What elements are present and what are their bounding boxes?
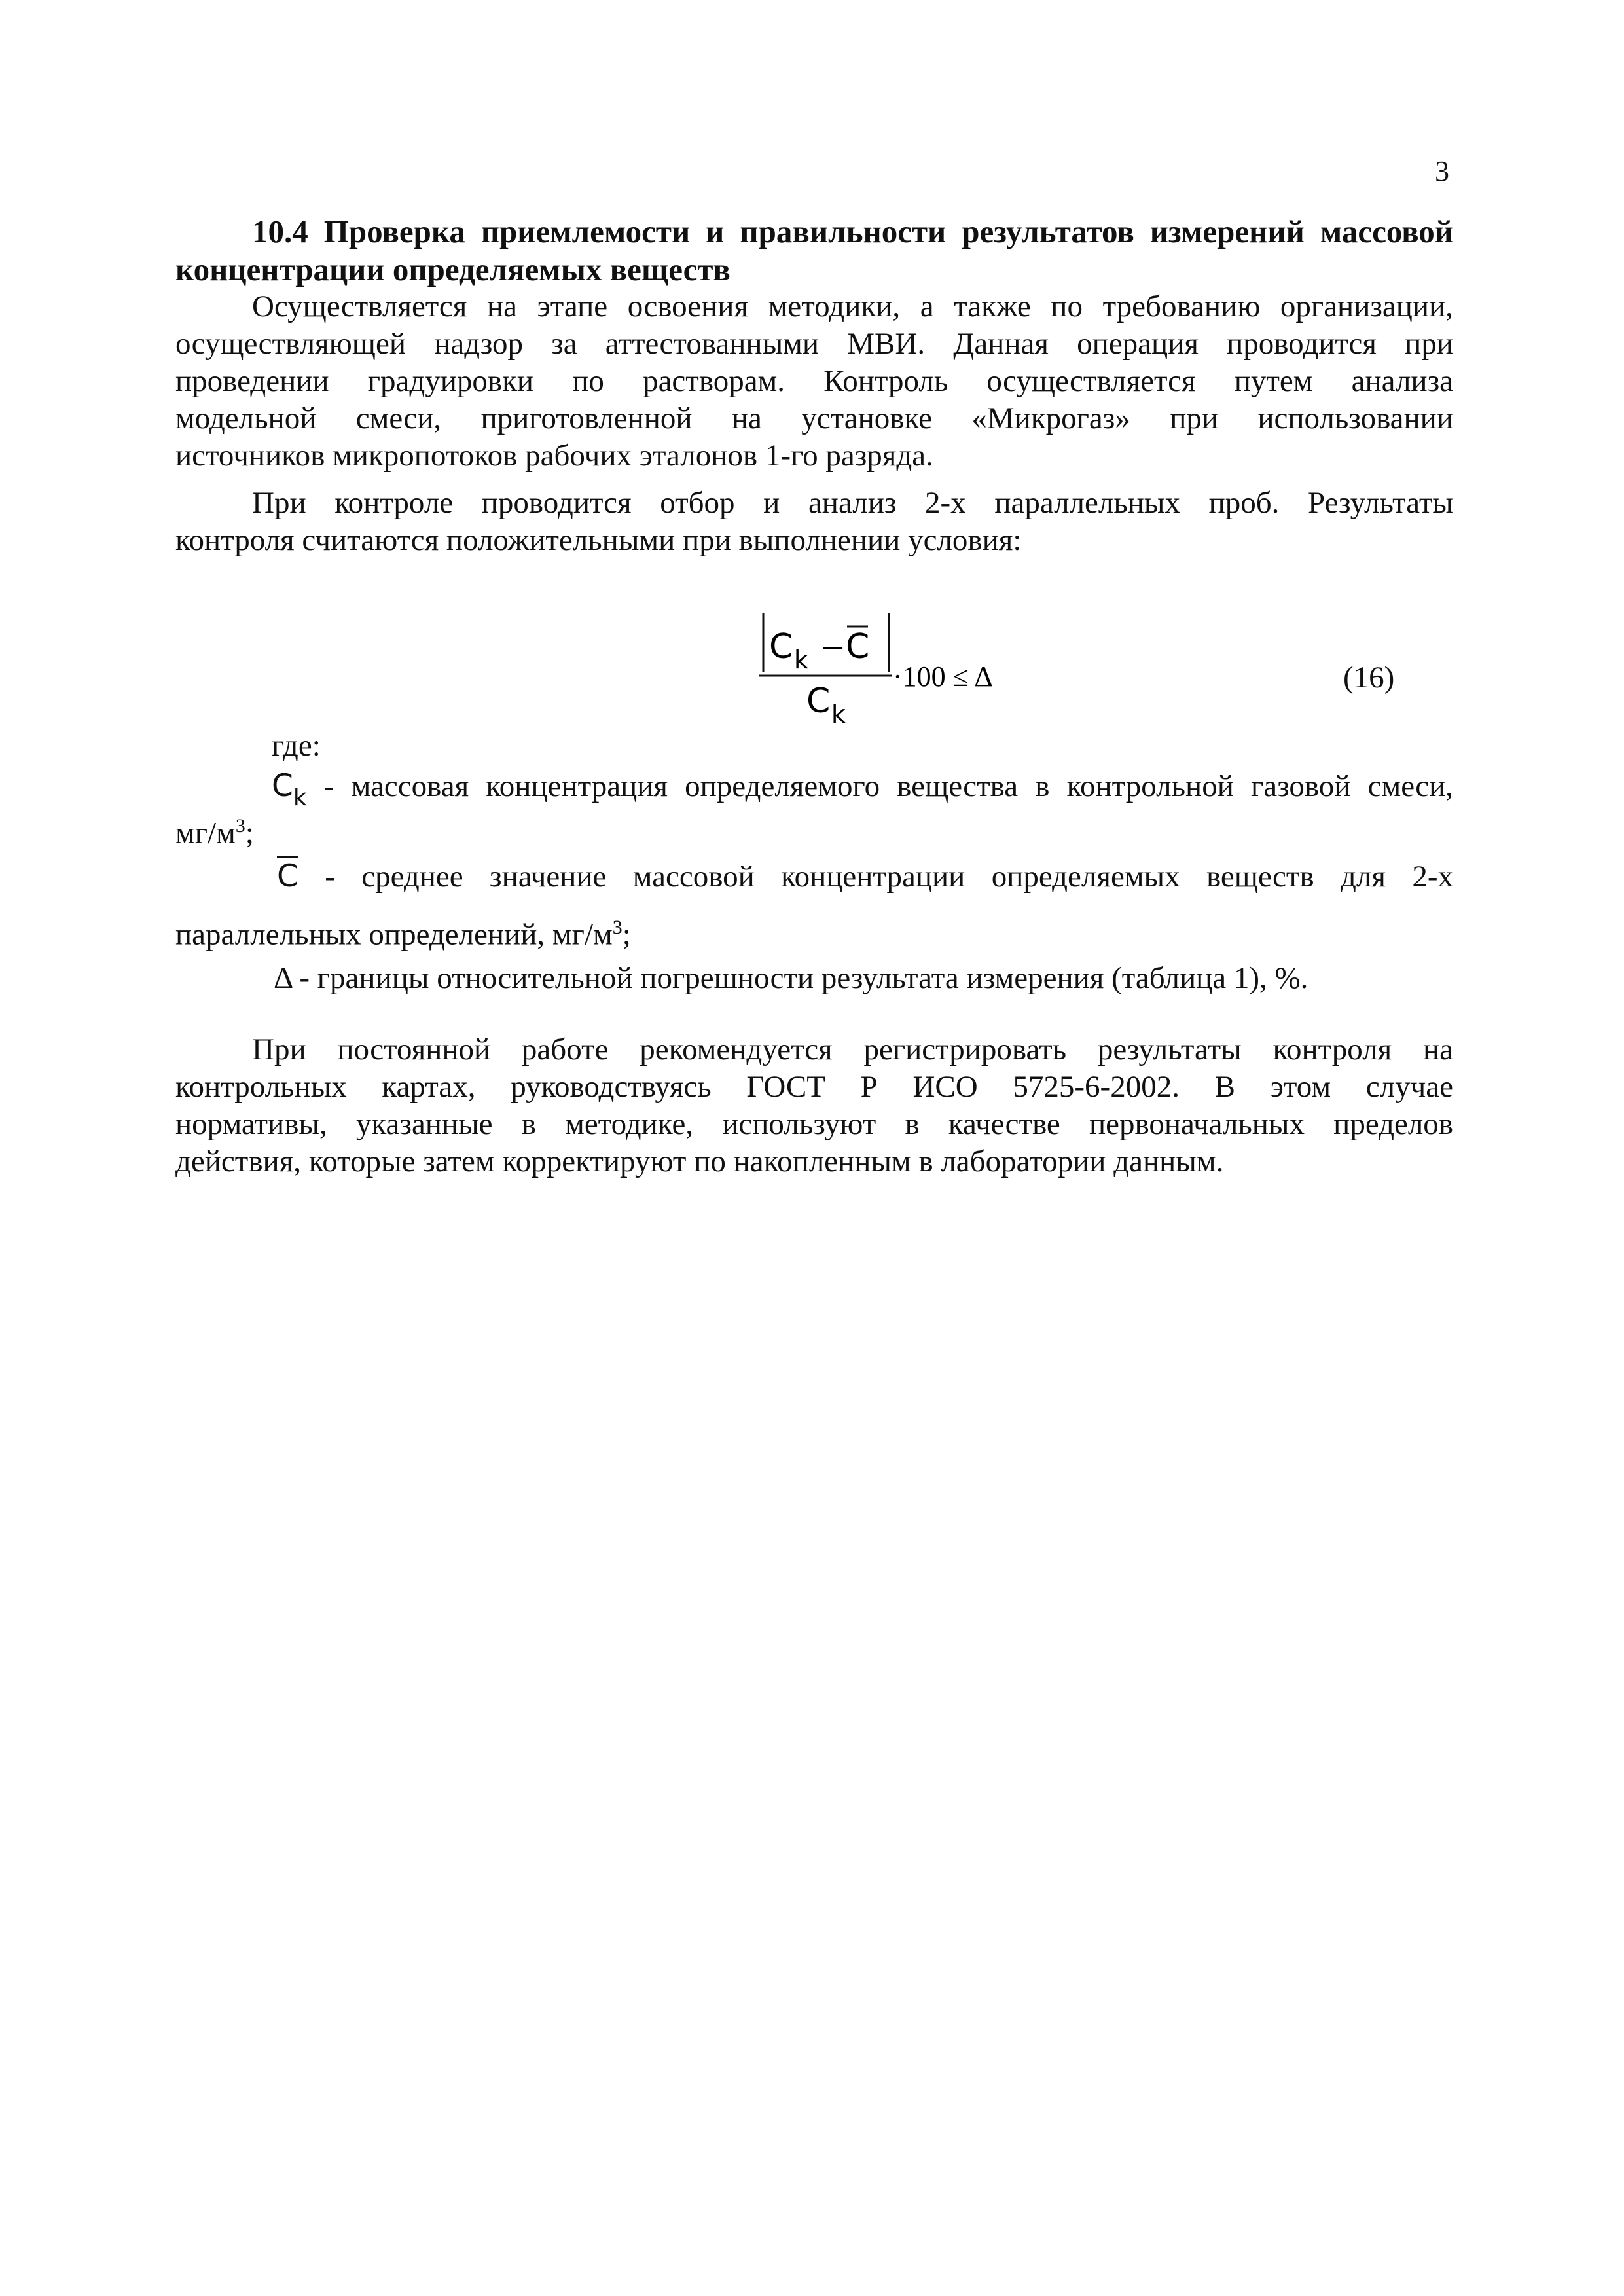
denominator-c: C [806,682,831,721]
equation-number: (16) [1343,661,1395,695]
where-label: где: [272,729,321,763]
section-heading [175,213,1453,289]
denominator-sub-k: k [831,700,846,729]
cbar-line-2: параллельных определений, мг/м [175,917,613,952]
definition-cbar [175,858,1453,896]
paragraph-3-line: нормативы, указанные в методике, используют в качестве первоначальных пределов [175,1107,1453,1141]
cbar-text: - среднее значение массовой концентрации определяемых веществ для 2-х [298,860,1453,894]
ck-symbol: C [272,768,293,804]
paragraph-1-line: осуществляющей надзор за аттестованными МВИ. Данная операция проводится при [175,327,1453,361]
paragraph-3-line: действия, которые затем корректируют по накопленным в лаборатории данным. [175,1144,1224,1178]
page-number: 3 [1435,155,1449,187]
paragraph-2 [175,484,1453,559]
definition-cbar-block [175,858,1453,954]
formula-16 [746,612,1021,730]
ck-unit-end: ; [245,816,254,850]
definition-ck-unit [175,807,1453,852]
definition-cbar-line-2 [175,909,1453,954]
paragraph-2-line: контроля считаются положительными при выполнении условия: [175,523,1022,557]
heading-line-1: 10.4 Проверка приемлемости и правильности результатов измерений массовой [252,213,1453,249]
paragraph-1-line: проведении градуировки по растворам. Контроль осуществляется путем анализа [175,364,1453,398]
numerator-c: C [769,627,793,666]
definitions [175,767,1453,852]
cbar-symbol: $\overline{C}$ [277,858,298,894]
paragraph-3 [175,1031,1453,1180]
ck-unit: мг/м [175,816,236,850]
cbar-sup: 3 [612,917,623,938]
definition-delta-block [175,960,1453,997]
paragraph-3-line: контрольных картах, руководствуясь ГОСТ Р ИСО 5725-6-2002. В этом случае [175,1070,1453,1104]
numerator-minus: − [820,629,846,666]
paragraph-1 [175,288,1453,475]
heading-line-2: концентрации определяемых веществ [175,251,731,287]
ck-text: - массовая концентрация определяемого вещества в контрольной газовой смеси, [306,769,1453,803]
numerator-sub-k: k [794,646,809,674]
paragraph-1-line: Осуществляется на этапе освоения методики, а также по требованию организации, [252,289,1453,323]
numerator-cbar: C [846,627,870,666]
ck-unit-sup: 3 [235,815,245,837]
definition-delta: Δ - границы относительной погрешности результата измерения (таблица 1), %. [274,961,1308,995]
paragraph-1-line: источников микропотоков рабочих эталонов 1-го разряда. [175,439,933,473]
paragraph-3-line: При постоянной работе рекомендуется регистрировать результаты контроля на [252,1032,1453,1066]
definition-ck [175,767,1453,811]
formula-svg [746,612,1021,730]
ck-subscript: k [293,784,307,811]
paragraph-2-line: При контроле проводится отбор и анализ 2-х параллельных проб. Результаты [252,486,1453,520]
formula-tail: ·100 ≤ Δ [893,661,993,693]
cbar-end: ; [622,917,631,952]
paragraph-1-line: модельной смеси, приготовленной на установке «Микрогаз» при использовании [175,401,1453,435]
